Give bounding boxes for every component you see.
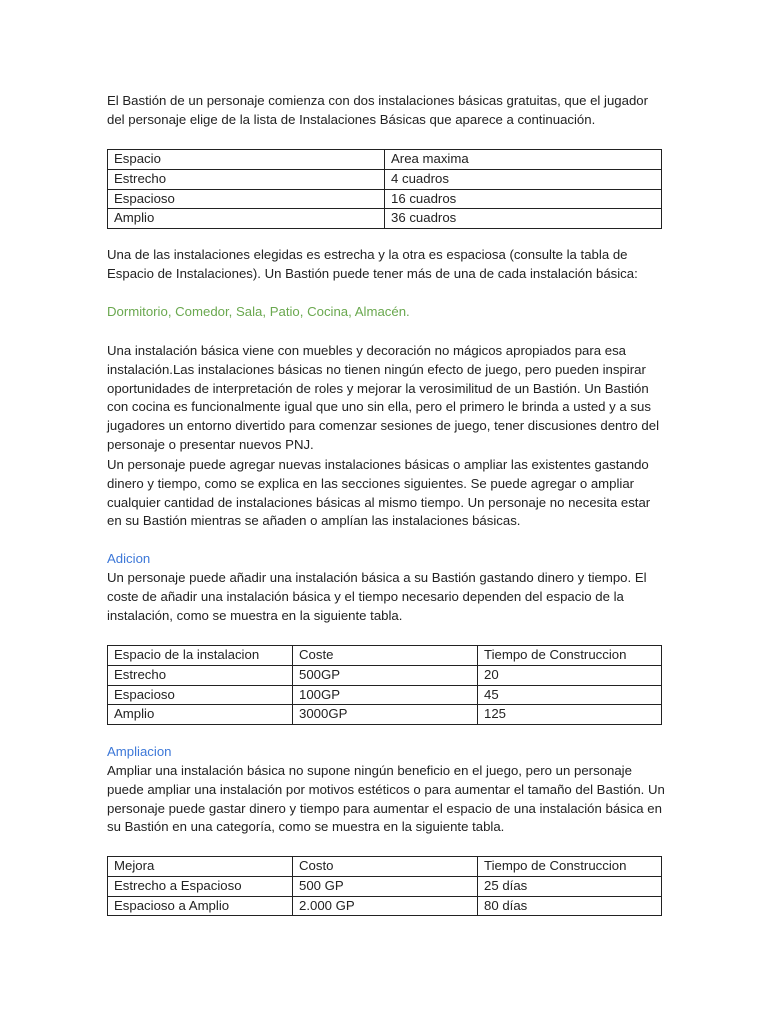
table-row [108, 169, 662, 189]
table-cell: Estrecho [108, 665, 293, 685]
table-cell: 20 [478, 665, 662, 685]
facility-list: Dormitorio, Comedor, Sala, Patio, Cocina, Almacén. [107, 304, 410, 319]
adicion-paragraph: Un personaje puede añadir una instalación básica a su Bastión gastando dinero y tiempo. El coste de añadir una instalación básica y el tiempo necesario dependen del espacio de la instalación, como se muestra en la siguiente tabla. [107, 570, 647, 623]
table-row [108, 876, 662, 896]
table-cell: Tiempo de Construccion [478, 857, 662, 877]
table-cell: Estrecho [108, 169, 385, 189]
table-cell: 4 cuadros [385, 169, 662, 189]
table-cell: 500 GP [293, 876, 478, 896]
ampliacion-heading: Ampliacion [107, 744, 172, 759]
adicion-heading: Adicion [107, 551, 151, 566]
table-cell: 45 [478, 685, 662, 705]
table-cell: Coste [293, 646, 478, 666]
table-cell: Espacioso a Amplio [108, 896, 293, 916]
space-table [107, 149, 662, 229]
table-cell: 3000GP [293, 705, 478, 725]
table-row [108, 705, 662, 725]
intro-paragraph: El Bastión de un personaje comienza con dos instalaciones básicas gratuitas, que el jugador del personaje elige de la lista de Instalaciones Básicas que aparece a continuación. [107, 93, 649, 127]
ampliacion-paragraph: Ampliar una instalación básica no supone ningún beneficio en el juego, pero un personaje puede ampliar una instalación por motivos estéticos o para aumentar el tamaño del Bastión. Un personaje puede gastar dinero y tiempo para aumentar el espacio de una instalación básica en su Bastión en una categoría, como se muestra en la siguiente tabla. [107, 763, 665, 835]
adicion-table [107, 645, 662, 725]
table-cell: Tiempo de Construccion [478, 646, 662, 666]
table-header-row [108, 646, 662, 666]
table-row [108, 209, 662, 229]
table-cell: Espacioso [108, 685, 293, 705]
table-row [108, 189, 662, 209]
table-cell: 125 [478, 705, 662, 725]
table-cell: Area maxima [385, 150, 662, 170]
table-cell: 100GP [293, 685, 478, 705]
table-header-row [108, 857, 662, 877]
table-cell: 25 días [478, 876, 662, 896]
table-cell: Amplio [108, 705, 293, 725]
table-cell: 36 cuadros [385, 209, 662, 229]
furniture-paragraph: Una instalación básica viene con muebles y decoración no mágicos apropiados para esa instalación.Las instalaciones básicas no tienen ningún efecto de juego, pero pueden inspirar oportunidades de interpretación de roles y mejorar la verosimilitud de un Bastión. Un Bastión con cocina es funcionalmente igual que uno sin ella, pero el primero le brinda a usted y a sus jugadores un entorno divertido para comenzar sesiones de juego, tener discusiones dentro del personaje o presentar nuevos PNJ. [107, 343, 660, 452]
table-row [108, 685, 662, 705]
chosen-facilities-paragraph: Una de las instalaciones elegidas es estrecha y la otra es espaciosa (consulte la tabla de Espacio de Instalaciones). Un Bastión puede tener más de una de cada instalación básica: [107, 247, 638, 281]
table-cell: Mejora [108, 857, 293, 877]
table-cell: 16 cuadros [385, 189, 662, 209]
table-cell: Espacioso [108, 189, 385, 209]
table-cell: 500GP [293, 665, 478, 685]
table-cell: Estrecho a Espacioso [108, 876, 293, 896]
table-cell: 80 días [478, 896, 662, 916]
table-header-row [108, 150, 662, 170]
table-cell: Espacio [108, 150, 385, 170]
table-cell: Espacio de la instalacion [108, 646, 293, 666]
table-cell: Amplio [108, 209, 385, 229]
table-cell: Costo [293, 857, 478, 877]
table-cell: 2.000 GP [293, 896, 478, 916]
add-enlarge-paragraph: Un personaje puede agregar nuevas instalaciones básicas o ampliar las existentes gastando dinero y tiempo, como se explica en las secciones siguientes. Se puede agregar o ampliar cualquier cantidad de instalaciones básicas al mismo tiempo. Un personaje no necesita estar en su Bastión mientras se añaden o amplían las instalaciones básicas. [107, 457, 651, 529]
table-row [108, 896, 662, 916]
table-row [108, 665, 662, 685]
ampliacion-table [107, 856, 662, 916]
